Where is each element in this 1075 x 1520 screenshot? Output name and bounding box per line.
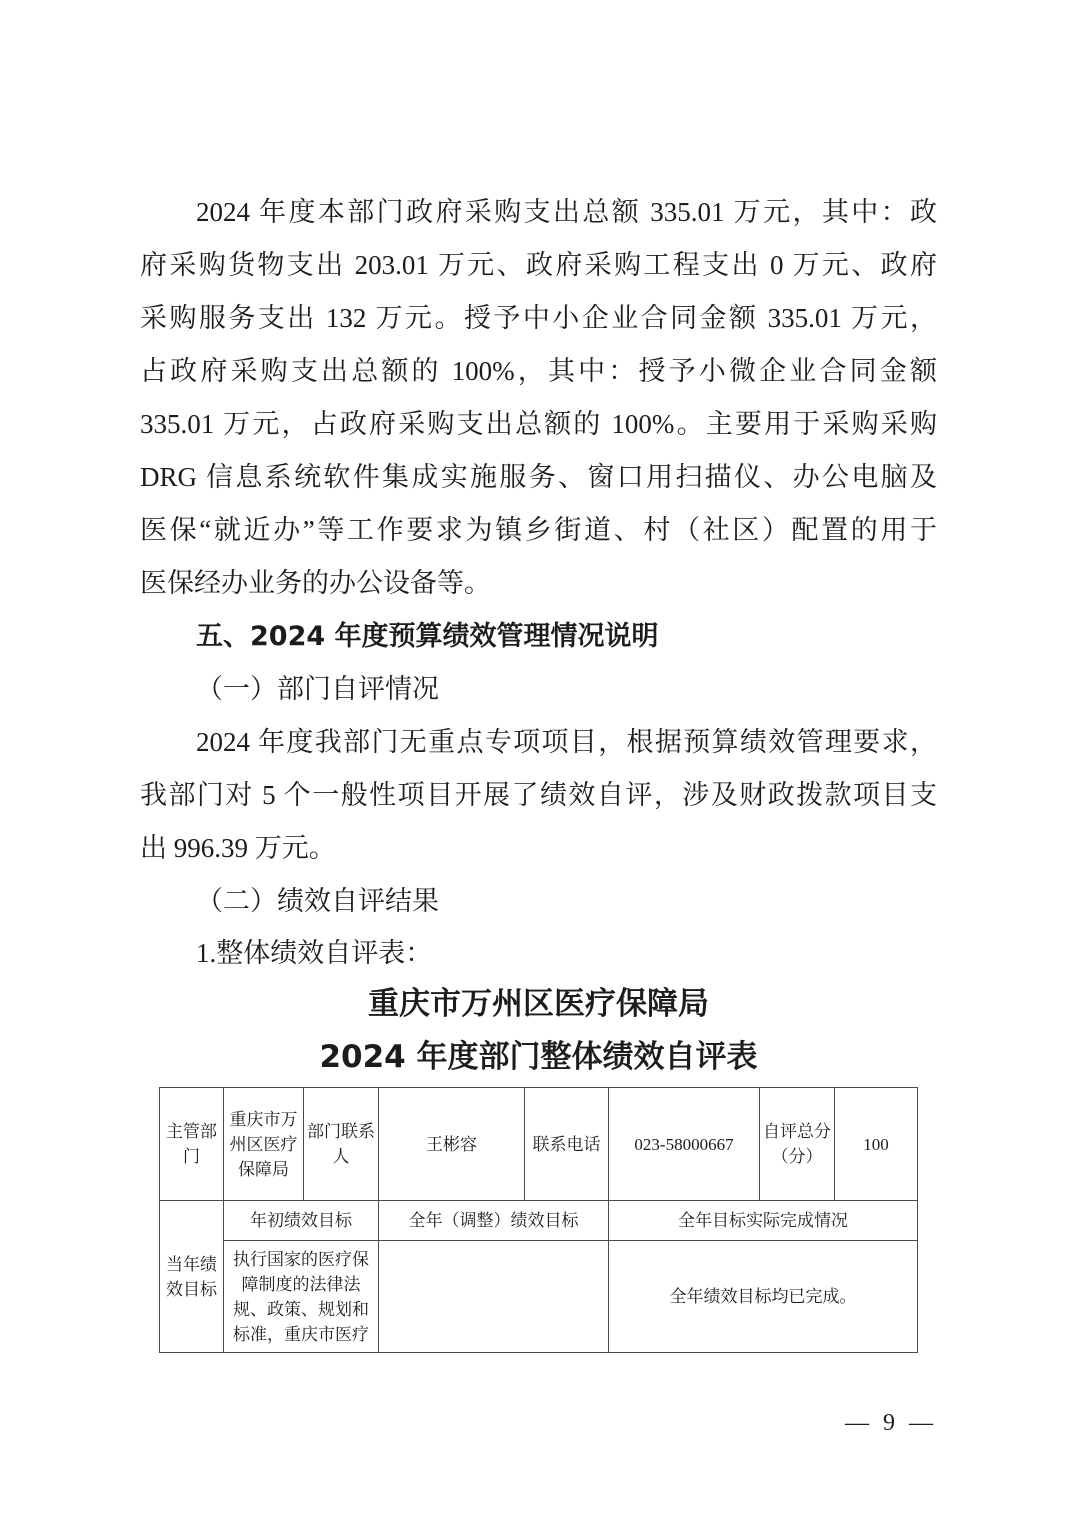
table-row-goal-values [160,1241,918,1353]
table-row-info [160,1088,918,1201]
self-eval-score-value: 100 [835,1088,918,1201]
table-title-org: 重庆市万州区医疗保障局 [368,986,709,1022]
actual-completion-text: 全年绩效目标均已完成。 [609,1241,918,1353]
paragraph-line: 我部门对 5 个一般性项目开展了绩效自评，涉及财政拨款项目支 [140,780,937,810]
actual-completion-header: 全年目标实际完成情况 [609,1201,918,1241]
dept-contact-value: 王彬容 [379,1088,525,1201]
supervisor-dept-label: 主管部门 [160,1088,224,1201]
table-title-year: 2024 年度部门整体绩效自评表 [319,1039,758,1075]
paragraph-line: 采购服务支出 132 万元。授予中小企业合同金额 335.01 万元， [140,303,937,333]
paragraph-line: 2024 年度本部门政府采购支出总额 335.01 万元，其中：政 [196,197,937,227]
adjusted-goal-header: 全年（调整）绩效目标 [379,1201,609,1241]
paragraph-self-evaluation [140,716,937,875]
paragraph-line: 医保经办业务的办公设备等。 [140,568,491,598]
supervisor-dept-value: 重庆市万州区医疗保障局 [224,1088,304,1201]
document-body [140,186,937,1353]
dept-contact-label: 部门联系人 [304,1088,379,1201]
initial-goal-text: 执行国家的医疗保障制度的法律法规、政策、规划和标准，重庆市医疗 [224,1241,379,1353]
paragraph-line: 出 996.39 万元。 [140,833,336,863]
contact-phone-label: 联系电话 [525,1088,609,1201]
paragraph-line: 335.01 万元，占政府采购支出总额的 100%。主要用于采购采购 [140,409,937,439]
table-row-goal-headers [160,1201,918,1241]
subsection-1-heading: （一）部门自评情况 [196,674,439,704]
initial-goal-header: 年初绩效目标 [224,1201,379,1241]
subsection-2-heading: （二）绩效自评结果 [196,886,439,916]
paragraph-line: 医保“就近办”等工作要求为镇乡街道、村（社区）配置的用于 [140,515,937,545]
adjusted-goal-text [379,1241,609,1353]
paragraph-line: 2024 年度我部门无重点专项项目，根据预算绩效管理要求， [196,727,937,757]
current-year-goal-label: 当年绩效目标 [160,1201,224,1353]
contact-phone-value: 023-58000667 [609,1088,760,1201]
paragraph-line: 占政府采购支出总额的 100%，其中：授予小微企业合同金额 [140,356,937,386]
section-5-heading: 五、2024 年度预算绩效管理情况说明 [196,621,659,652]
list-item-1-label: 1.整体绩效自评表： [196,938,433,968]
page-number: — 9 — [845,1410,937,1436]
paragraph-line: DRG 信息系统软件集成实施服务、窗口用扫描仪、办公电脑及 [140,462,937,492]
paragraph-procurement [140,186,937,610]
self-eval-table [159,1087,918,1353]
self-eval-score-label: 自评总分（分） [760,1088,835,1201]
paragraph-line: 府采购货物支出 203.01 万元、政府采购工程支出 0 万元、政府 [140,250,937,280]
